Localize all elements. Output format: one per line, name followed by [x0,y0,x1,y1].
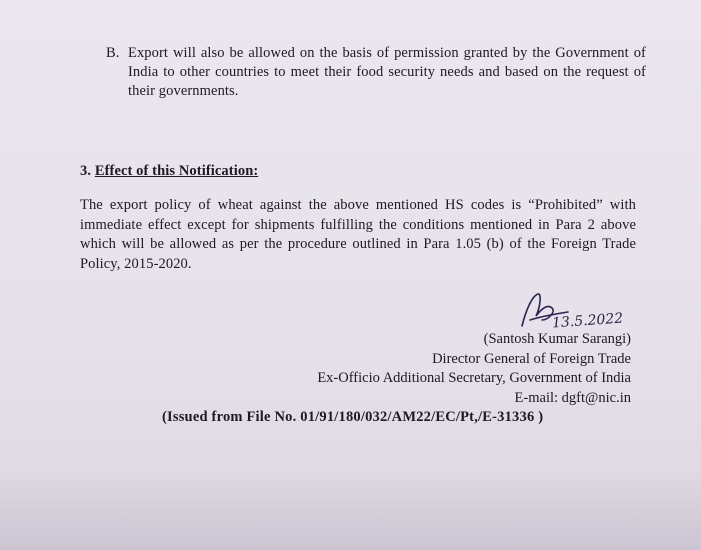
signatory-name: (Santosh Kumar Sarangi) [483,331,631,347]
paragraph-b-text: Export will also be allowed on the basis of permission granted by the Government of India to other countries to meet their food security needs and based on the request of their governments. [128,45,646,99]
issued-from-file: (Issued from File No. 01/91/180/032/AM22/EC/Pt,/E-31336 ) [162,409,544,425]
signature-block [317,330,631,408]
paragraph-b-marker: B. [106,45,120,61]
section-3-title: Effect of this Notification: [94,163,259,179]
signature-date: 13.5.2022 [551,310,624,332]
section-3-number: 3. [80,163,92,179]
section-3-text: The export policy of wheat against the above mentioned HS codes is “Prohibited” with immediate effect except for shipments fulfilling the conditions mentioned in Para 2 above which will be allowed as per the procedure outlined in Para 1.05 (b) of the Foreign Trade Policy, 2015-2020. [80,197,636,272]
signatory-email: E-mail: dgft@nic.in [514,389,631,406]
section-3-heading [80,162,258,181]
paragraph-b [106,44,646,101]
signatory-additional-title: Ex-Officio Additional Secretary, Government of India [317,370,631,386]
signatory-designation: Director General of Foreign Trade [432,350,631,367]
